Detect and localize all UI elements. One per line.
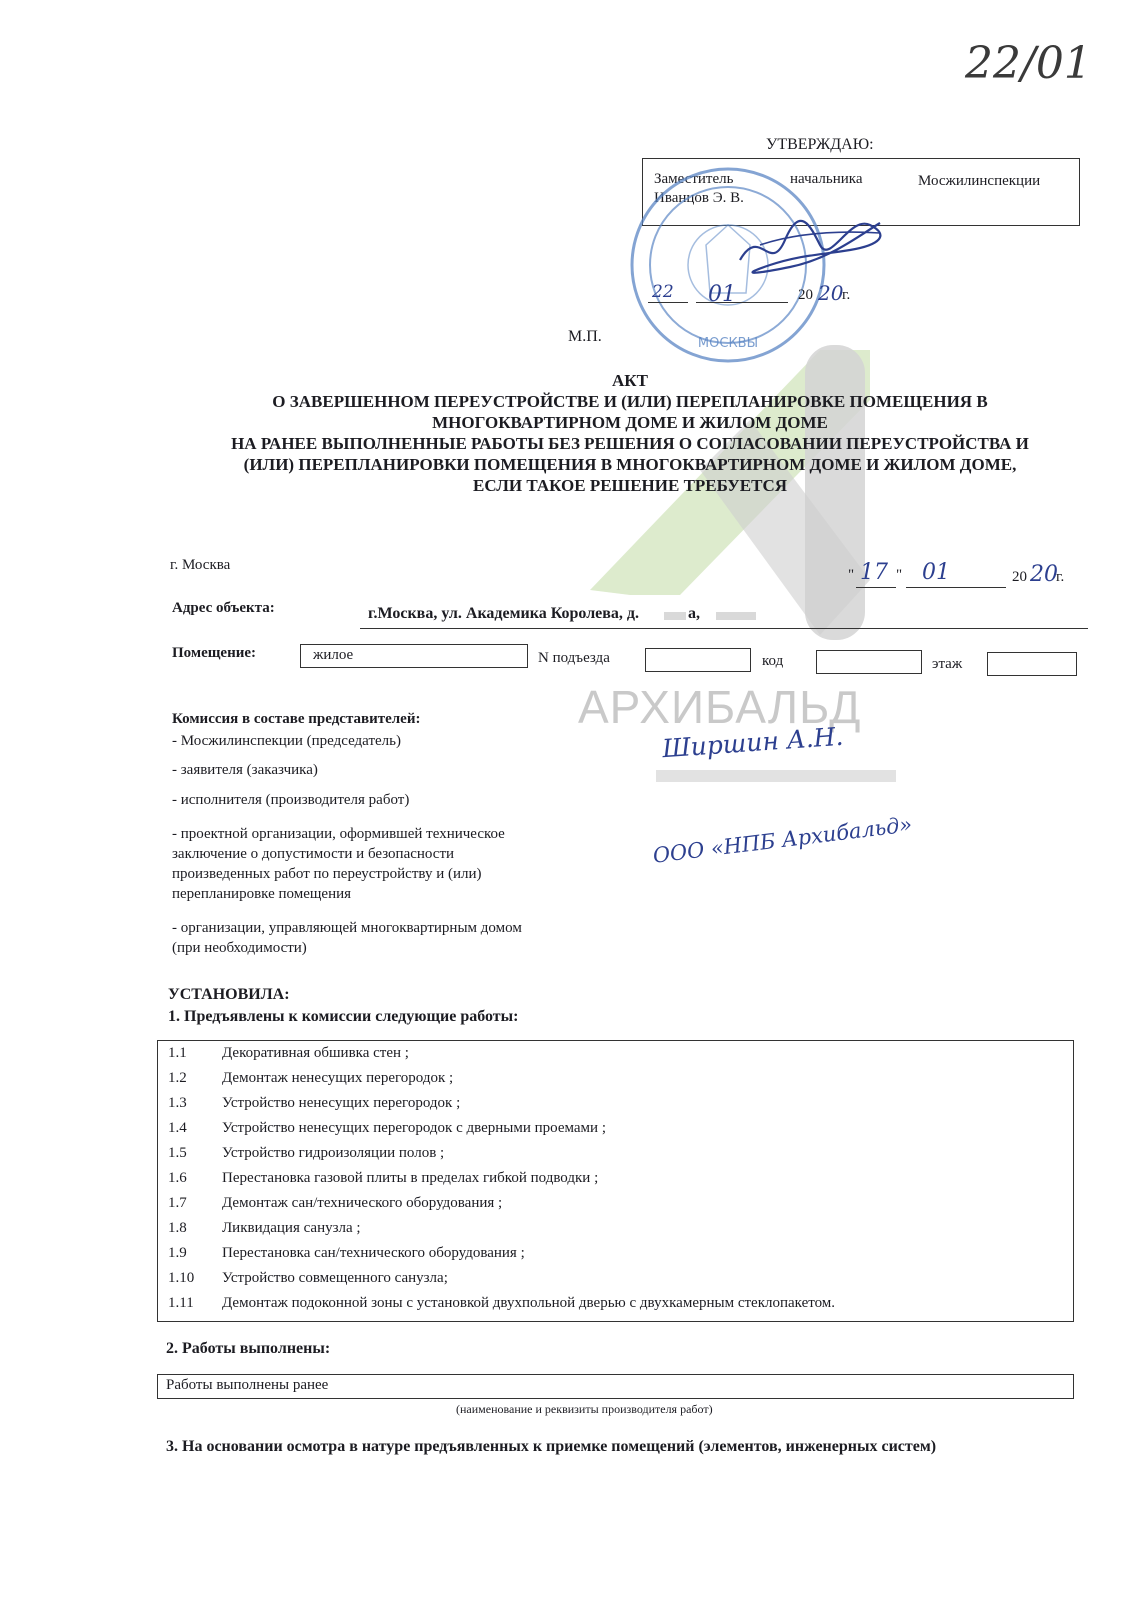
- work-item: 1.4 Устройство ненесущих перегородок с дверными проемами ;: [168, 1120, 606, 1136]
- approval-name: Иванцов Э. В.: [654, 190, 744, 206]
- approval-position-word-2: начальника: [790, 171, 863, 187]
- act-date-close-quote: ": [896, 567, 903, 583]
- stamp-label: М.П.: [568, 328, 602, 345]
- work-item: 1.2 Демонтаж ненесущих перегородок ;: [168, 1070, 454, 1086]
- title-line-1: АКТ: [612, 371, 648, 390]
- work-item: 1.1 Декоративная обшивка стен ;: [168, 1045, 409, 1061]
- approval-heading: УТВЕРЖДАЮ:: [766, 136, 874, 153]
- work-item: 1.11 Демонтаж подоконной зоны с установкой двухпольной дверью с двухкамерным стеклопакетом.: [168, 1295, 836, 1311]
- document-title: [130, 370, 1130, 496]
- address-label: Адрес объекта:: [172, 600, 275, 616]
- code-label: код: [762, 653, 784, 669]
- act-date-year: 20: [1030, 562, 1058, 587]
- section2-caption: (наименование и реквизиты производителя работ): [456, 1402, 713, 1416]
- act-date-open-quote: ": [848, 567, 855, 583]
- signature-design-org: ООО «НПБ Архибальд»: [651, 812, 914, 868]
- approval-position-word-1: Заместитель: [654, 171, 734, 187]
- floor-label: этаж: [932, 656, 963, 672]
- floor-field[interactable]: [987, 652, 1077, 676]
- commission-heading: Комиссия в составе представителей:: [172, 711, 421, 727]
- address-redaction: [664, 612, 686, 620]
- section1-heading: 1. Предъявлены к комиссии следующие работы:: [168, 1008, 519, 1025]
- act-date-year-prefix: 20: [1012, 569, 1027, 585]
- title-line-3: МНОГОКВАРТИРНОМ ДОМЕ И ЖИЛОМ ДОМЕ: [432, 413, 828, 432]
- approval-year-suffix: г.: [842, 287, 851, 303]
- work-item: 1.10 Устройство совмещенного санузла;: [168, 1270, 448, 1286]
- act-date-month: 01: [922, 560, 950, 585]
- premises-type-value: жилое: [313, 647, 354, 663]
- applicant-name-redacted: [656, 770, 896, 782]
- entrance-field[interactable]: [645, 648, 751, 672]
- approval-year-handwritten: 20: [818, 281, 844, 305]
- established-heading: УСТАНОВИЛА:: [168, 986, 290, 1003]
- work-item: 1.5 Устройство гидроизоляции полов ;: [168, 1145, 445, 1161]
- address-redaction-2: [716, 612, 756, 620]
- approval-year-prefix: 20: [798, 287, 813, 303]
- section2-value-field: [157, 1374, 1074, 1399]
- address-value: г.Москва, ул. Академика Королева, д.: [368, 605, 640, 622]
- approval-signature: [730, 205, 890, 285]
- city: г. Москва: [170, 557, 231, 573]
- work-item: 1.8 Ликвидация санузла ;: [168, 1220, 361, 1236]
- premises-type-field[interactable]: [300, 644, 528, 668]
- approval-date-month: 01: [708, 282, 736, 307]
- work-item: 1.3 Устройство ненесущих перегородок ;: [168, 1095, 461, 1111]
- code-field[interactable]: [816, 650, 922, 674]
- approval-position-word-3: Мосжилинспекции: [918, 173, 1041, 189]
- work-item: 1.7 Демонтаж сан/технического оборудования ;: [168, 1195, 503, 1211]
- section3-heading: 3. На основании осмотра в натуре предъявленных к приемке помещений (элементов, инженерных систем): [166, 1438, 937, 1455]
- title-line-4: НА РАНЕЕ ВЫПОЛНЕННЫЕ РАБОТЫ БЕЗ РЕШЕНИЯ О СОГЛАСОВАНИИ ПЕРЕУСТРОЙСТВА И: [231, 434, 1029, 453]
- address-value-suffix: а,: [688, 605, 700, 622]
- act-date-day: 17: [860, 560, 888, 585]
- handwritten-page-number: 22/01: [965, 38, 1092, 89]
- section2-heading: 2. Работы выполнены:: [166, 1340, 331, 1357]
- works-list: [157, 1040, 1074, 1322]
- premises-label: Помещение:: [172, 645, 257, 661]
- commission-member-applicant: - заявителя (заказчика): [172, 762, 318, 778]
- work-item: 1.6 Перестановка газовой плиты в пределах гибкой подводки ;: [168, 1170, 599, 1186]
- act-date-year-suffix: г.: [1056, 569, 1065, 585]
- title-line-6: ЕСЛИ ТАКОЕ РЕШЕНИЕ ТРЕБУЕТСЯ: [473, 476, 787, 495]
- title-line-5: (ИЛИ) ПЕРЕПЛАНИРОВКИ ПОМЕЩЕНИЯ В МНОГОКВАРТИРНОМ ДОМЕ И ЖИЛОМ ДОМЕ,: [243, 455, 1017, 474]
- commission-member-management-org: - организации, управляющей многоквартирным домом (при необходимости): [172, 920, 522, 956]
- title-line-2: О ЗАВЕРШЕННОМ ПЕРЕУСТРОЙСТВЕ И (ИЛИ) ПЕРЕПЛАНИРОВКЕ ПОМЕЩЕНИЯ В: [272, 392, 988, 411]
- approval-date-day: 22: [652, 282, 674, 302]
- section2-value: Работы выполнены ранее: [166, 1377, 329, 1393]
- commission-member-contractor: - исполнителя (производителя работ): [172, 792, 410, 808]
- entrance-label: N подъезда: [538, 650, 610, 666]
- commission-member-design-org: - проектной организации, оформившей техническое заключение о допустимости и безопасности произведенных работ по переустройству и (или) перепланировке помещения: [172, 826, 505, 902]
- commission-member-inspection: - Мосжилинспекции (председатель): [172, 733, 401, 749]
- signature-chair: Ширшин А.Н.: [661, 721, 845, 764]
- watermark-text: АРХИБАЛЬД: [578, 681, 862, 733]
- work-item: 1.9 Перестановка сан/технического оборудования ;: [168, 1245, 525, 1261]
- stamp-text: МОСКВЫ: [697, 336, 759, 351]
